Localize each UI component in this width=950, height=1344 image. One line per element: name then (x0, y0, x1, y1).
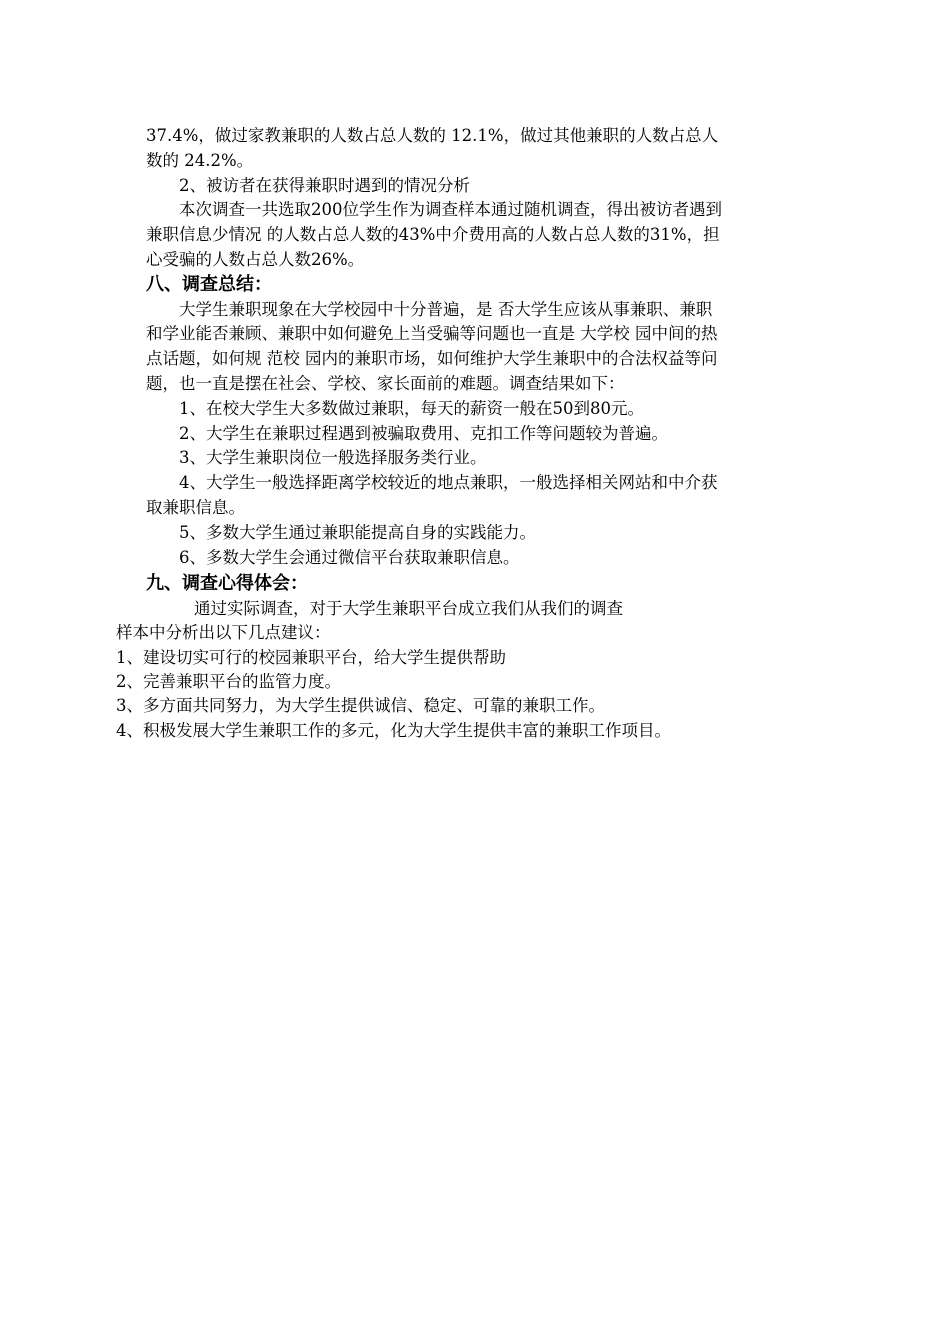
text-line: 兼职信息少情况 的人数占总人数的43%中介费用高的人数占总人数的31%，担 (146, 225, 720, 245)
list-item: 2、完善兼职平台的监管力度。 (116, 671, 341, 691)
list-item: 2、大学生在兼职过程遇到被骗取费用、克扣工作等问题较为普遍。 (179, 423, 668, 443)
list-item-continuation: 取兼职信息。 (146, 497, 245, 517)
section-heading-experience: 九、调查心得体会： (146, 573, 308, 594)
text-line: 点话题，如何规 范校 园内的兼职市场，如何维护大学生兼职中的合法权益等问 (146, 349, 718, 369)
section-experience (116, 572, 826, 743)
list-item: 4、大学生一般选择距离学校较近的地点兼职，一般选择相关网站和中介获 (179, 473, 718, 493)
text-line: 本次调查一共选取200位学生作为调查样本通过随机调查，得出被访者遇到 (179, 200, 722, 220)
text-line: 通过实际调查，对于大学生兼职平台成立我们从我们的调查 (194, 598, 623, 618)
text-line: 数的 24.2%。 (146, 150, 254, 170)
main-content (146, 124, 806, 570)
text-line: 心受骗的人数占总人数26%。 (146, 249, 365, 269)
text-line: 大学生兼职现象在大学校园中十分普遍，是 否大学生应该从事兼职、兼职 (179, 299, 713, 319)
list-item: 1、建设切实可行的校园兼职平台，给大学生提供帮助 (116, 647, 506, 667)
list-item: 1、在校大学生大多数做过兼职，每天的薪资一般在50到80元。 (179, 398, 644, 418)
subsection-title: 2、被访者在获得兼职时遇到的情况分析 (179, 175, 470, 195)
section-heading-summary: 八、调查总结： (146, 273, 272, 295)
list-item: 5、多数大学生通过兼职能提高自身的实践能力。 (179, 522, 536, 542)
list-item: 6、多数大学生会通过微信平台获取兼职信息。 (179, 547, 520, 567)
text-line: 37.4%，做过家教兼职的人数占总人数的 12.1%，做过其他兼职的人数占总人 (146, 126, 719, 145)
text-line: 样本中分析出以下几点建议： (116, 623, 331, 643)
text-line: 题，也一直是摆在社会、学校、家长面前的难题。调查结果如下： (146, 373, 625, 393)
list-item: 3、大学生兼职岗位一般选择服务类行业。 (179, 448, 487, 468)
list-item: 4、积极发展大学生兼职工作的多元，化为大学生提供丰富的兼职工作项目。 (116, 720, 671, 740)
list-item: 3、多方面共同努力，为大学生提供诚信、稳定、可靠的兼职工作。 (116, 696, 605, 716)
text-line: 和学业能否兼顾、兼职中如何避免上当受骗等问题也一直是 大学校 园中间的热 (146, 324, 718, 344)
